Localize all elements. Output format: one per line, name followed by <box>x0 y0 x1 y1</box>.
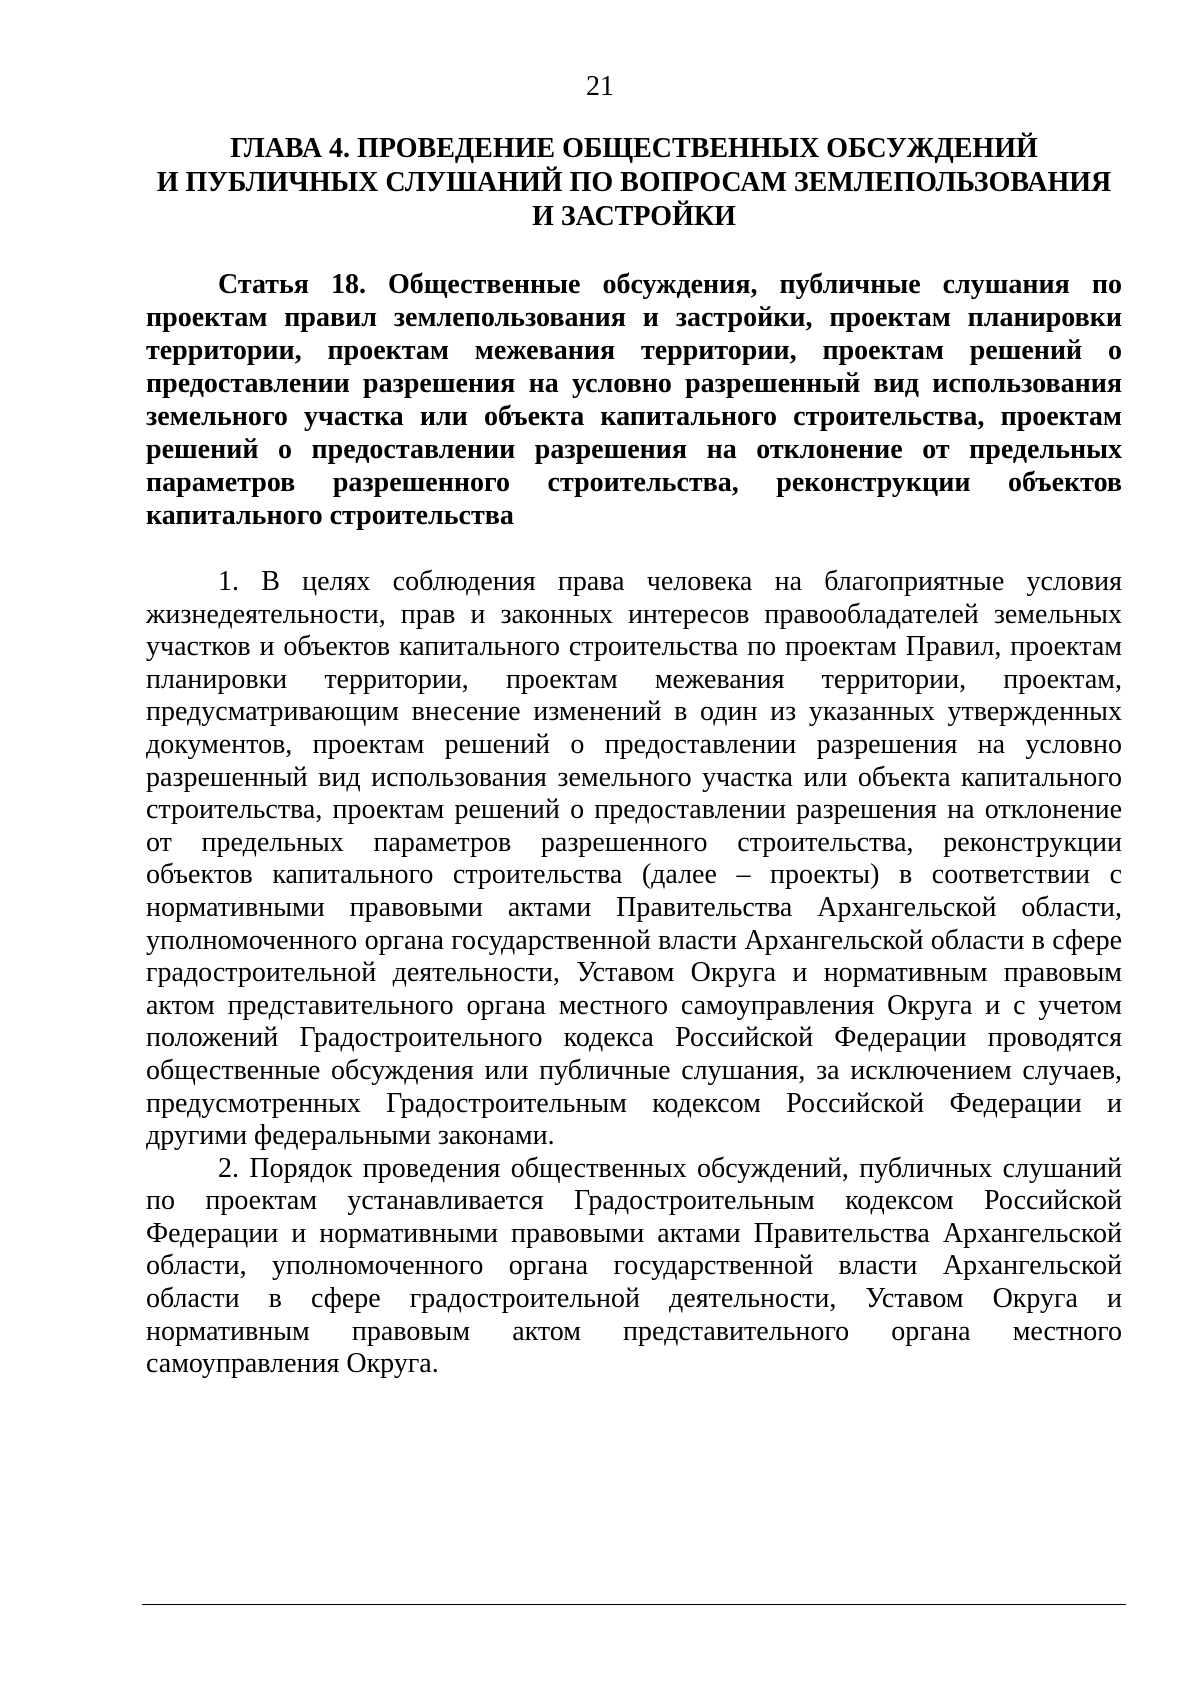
paragraph-2: 2. Порядок проведения общественных обсуждений, публичных слушаний по проектам устанавливается Градостроительным кодексом Российской Федерации и нормативными правовыми актами Правительства Архангельской области, уполномоченного органа государственной власти Архангельской области в сфере градостроительной деятельности, Уставом Округа и нормативным правовым актом представительного органа местного самоуправления Округа. <box>146 1152 1122 1380</box>
chapter-title-line-3: И ЗАСТРОЙКИ <box>532 201 736 232</box>
chapter-title <box>146 132 1122 234</box>
chapter-title-line-1: ГЛАВА 4. ПРОВЕДЕНИЕ ОБЩЕСТВЕННЫХ ОБСУЖДЕНИЙ <box>230 133 1038 164</box>
chapter-title-line-2: И ПУБЛИЧНЫХ СЛУШАНИЙ ПО ВОПРОСАМ ЗЕМЛЕПОЛЬЗОВАНИЯ <box>156 167 1112 198</box>
paragraph-1: 1. В целях соблюдения права человека на благоприятные условия жизнедеятельности, прав и законных интересов правообладателей земельных участков и объектов капитального строительства по проектам Правил, проектам планировки территории, проектам межевания территории, проектам, предусматривающим внесение изменений в один из указанных утвержденных документов, проектам решений о предоставлении разрешения на условно разрешенный вид использования земельного участка или объекта капитального строительства, проектам решений о предоставлении разрешения на отклонение от предельных параметров разрешенного строительства, реконструкции объектов капитального строительства (далее – проекты) в соответствии с нормативными правовыми актами Правительства Архангельской области, уполномоченного органа государственной власти Архангельской области в сфере градостроительной деятельности, Уставом Округа и нормативным правовым актом представительного органа местного самоуправления Округа и с учетом положений Градостроительного кодекса Российской Федерации проводятся общественные обсуждения или публичные слушания, за исключением случаев, предусмотренных Градостроительным кодексом Российской Федерации и другими федеральными законами. <box>146 566 1122 1152</box>
article-title: Статья 18. Общественные обсуждения, публичные слушания по проектам правил землепользования и застройки, проектам планировки территории, проектам межевания территории, проектам решений о предоставлении разрешения на условно разрешенный вид использования земельного участка или объекта капитального строительства, проектам решений о предоставлении разрешения на отклонение от предельных параметров разрешенного строительства, реконструкции объектов капитального строительства <box>146 269 1122 531</box>
footer-divider <box>142 1604 1126 1605</box>
page-number: 21 <box>586 71 614 102</box>
page-content <box>146 132 1122 1381</box>
